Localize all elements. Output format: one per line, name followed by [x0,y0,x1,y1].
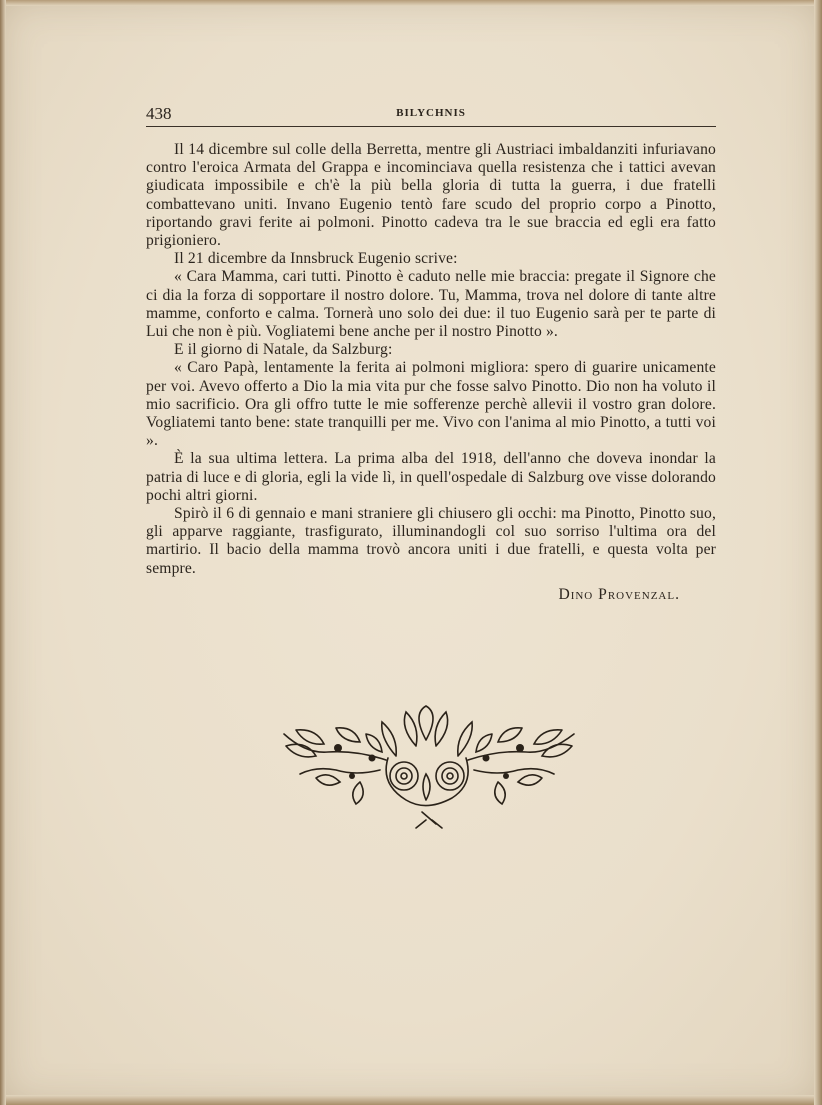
paragraph: « Cara Mamma, cari tutti. Pinotto è caduto nelle mie braccia: pregate il Signore che ci dia la forza di sopportare il nostro dolore. Tu, Mamma, trova nel dolore di tante altre mamme, conforto e calma. Tornerà uno solo dei due: il tuo Eugenio sarà per te parte di Lui che non è più. Vogliatemi bene anche per il nostro Pinotto ». [146,268,716,341]
page-header [146,104,716,127]
page-number: 438 [146,104,172,123]
paragraph: E il giorno di Natale, da Salzburg: [174,341,393,359]
running-head: BILYCHNIS [396,107,466,119]
paragraph: Spirò il 6 di gennaio e mani straniere gli chiusero gli occhi: ma Pinotto, Pinotto suo, gli apparve raggiante, trasfigurato, illuminandogli col suo sorriso l'ultima ora del martirio. Il bacio della mamma trovò ancora uniti i due fratelli, e questa volta per sempre. [146,505,716,577]
paragraph: Il 14 dicembre sul colle della Berretta, mentre gli Austriaci imbaldanziti infuriavano contro l'eroica Armata del Grappa e incominciava quella resistenza che i tattici avevan giudicata impossibile e ch'è la più bella gloria di tutta la guerra, i due fratelli combattevano uniti. Invano Eugenio tentò fare scudo del proprio corpo a Pinotto, riportando gravi ferite ai polmoni. Pinotto cadeva tra le sue braccia ed egli era fatto prigioniero. [146,141,716,250]
page-edge-right [814,0,822,1105]
author-signature: Dino Provenzal. [558,585,680,603]
page-edge-top [0,0,822,6]
page-edge-bottom [0,1095,822,1105]
floral-ornament-icon [276,700,582,830]
paragraph: « Caro Papà, lentamente la ferita ai polmoni migliora: spero di guarire unicamente per voi. Avevo offerto a Dio la mia vita pur che fosse salvo Pinotto. Dio non ha voluto il mio sacrificio. Ora gli offro tutte le mie sofferenze perchè allevii il vostro gran dolore. Vogliatemi tanto bene: state tranquilli per me. Vivo con l'anima al mio Pinotto, a tutti voi ». [146,359,716,450]
page-edge-left [0,0,6,1105]
body-text [146,141,716,604]
paragraph: Il 21 dicembre da Innsbruck Eugenio scrive: [174,250,458,268]
paragraph: È la sua ultima lettera. La prima alba del 1918, dell'anno che doveva inondar la patria di luce e di gloria, egli la vide lì, in quell'ospedale di Salzburg ove visse dolorando pochi altri giorni. [146,450,716,504]
